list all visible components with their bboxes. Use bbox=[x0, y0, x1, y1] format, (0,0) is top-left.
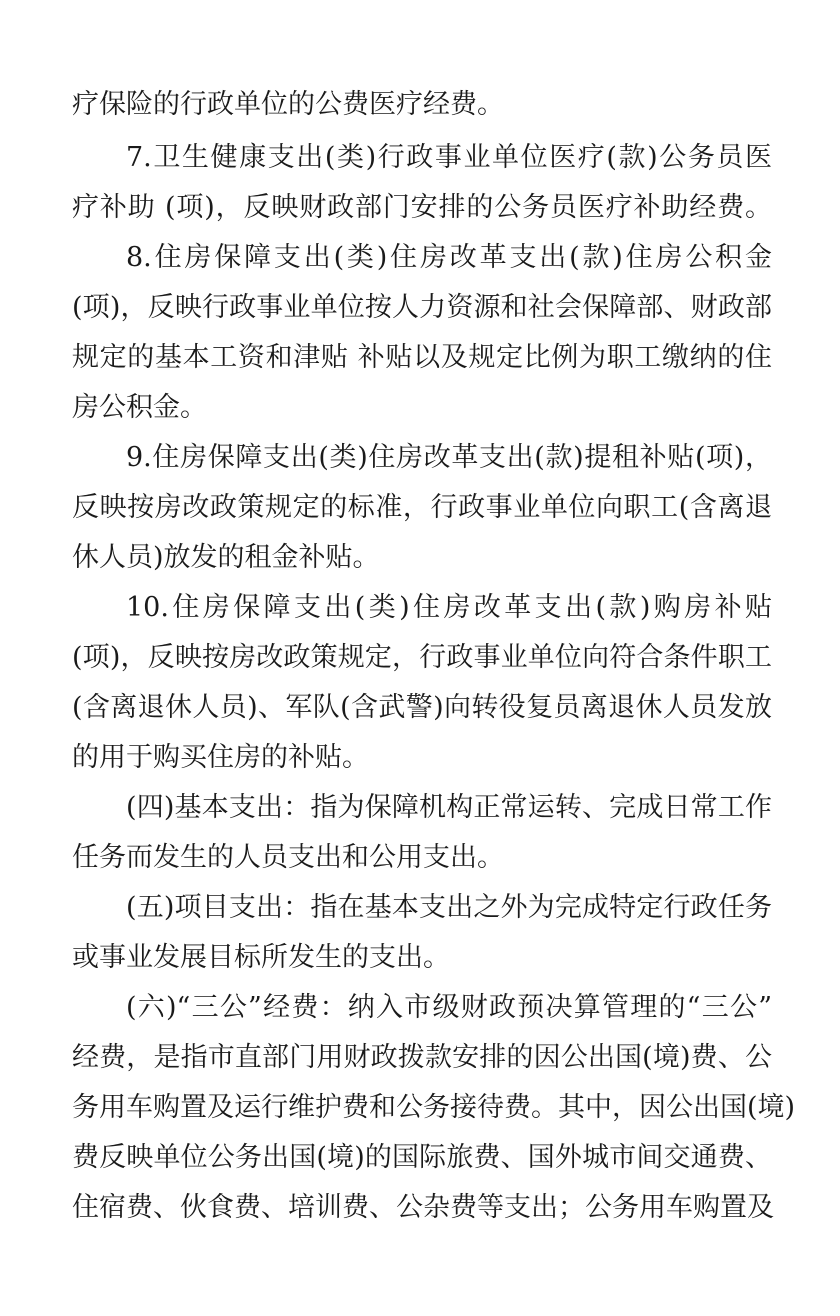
text-line: 疗保险的行政单位的公费医疗经费。 bbox=[72, 89, 504, 120]
text-line: 9.住房保障支出(类)住房改革支出(款)提租补贴(项)， bbox=[126, 442, 772, 473]
text-line: (五)项目支出：指在基本支出之外为完成特定行政任务 bbox=[126, 892, 772, 923]
text-line: 务用车购置及运行维护费和公务接待费。其中，因公出国(境) bbox=[72, 1092, 796, 1123]
text-line: 经费，是指市直部门用财政拨款安排的因公出国(境)费、公 bbox=[72, 1042, 772, 1073]
text-line: 8.住房保障支出(类)住房改革支出(款)住房公积金 bbox=[126, 242, 772, 273]
text-line: 任务而发生的人员支出和公用支出。 bbox=[72, 842, 504, 873]
text-line: 规定的基本工资和津贴 补贴以及规定比例为职工缴纳的住 bbox=[72, 342, 772, 373]
text-line: 7.卫生健康支出(类)行政事业单位医疗(款)公务员医 bbox=[126, 142, 772, 173]
text-line: 10.住房保障支出(类)住房改革支出(款)购房补贴 bbox=[126, 592, 772, 623]
text-line: (项)，反映按房改政策规定，行政事业单位向符合条件职工 bbox=[72, 642, 772, 673]
text-line: (含离退休人员)、军队(含武警)向转役复员离退休人员发放 bbox=[72, 692, 772, 723]
text-line: (四)基本支出：指为保障机构正常运转、完成日常工作 bbox=[126, 792, 772, 823]
text-line: 房公积金。 bbox=[72, 392, 207, 423]
text-line: 或事业发展目标所发生的支出。 bbox=[72, 942, 450, 973]
text-line: 的用于购买住房的补贴。 bbox=[72, 742, 369, 773]
text-line: 住宿费、伙食费、培训费、公杂费等支出；公务用车购置及 bbox=[72, 1192, 774, 1223]
text-line: 反映按房改政策规定的标准，行政事业单位向职工(含离退 bbox=[72, 492, 772, 523]
text-line: 费反映单位公务出国(境)的国际旅费、国外城市间交通费、 bbox=[72, 1142, 772, 1173]
text-line: 休人员)放发的租金补贴。 bbox=[72, 542, 380, 573]
text-line: (六)“三公”经费：纳入市级财政预决算管理的“三公” bbox=[126, 992, 772, 1023]
text-line: (项)，反映行政事业单位按人力资源和社会保障部、财政部 bbox=[72, 292, 772, 323]
text-line: 疗补助 (项)，反映财政部门安排的公务员医疗补助经费。 bbox=[72, 192, 772, 223]
